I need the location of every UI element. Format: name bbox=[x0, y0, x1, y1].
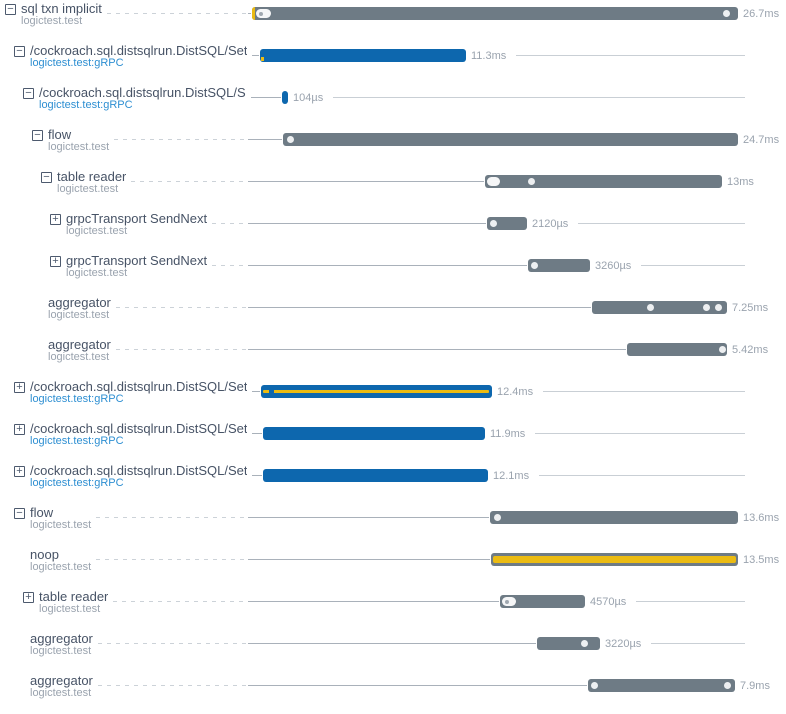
span-label bbox=[57, 170, 126, 195]
connector-line bbox=[248, 181, 484, 182]
trailing-line bbox=[641, 265, 745, 266]
span-subtitle: logictest.test bbox=[57, 183, 119, 195]
connector-line bbox=[248, 517, 489, 518]
span-title: flow bbox=[48, 128, 72, 142]
connector-line bbox=[248, 685, 587, 686]
span-subtitle: logictest.test bbox=[39, 603, 101, 615]
span-subtitle: logictest.test bbox=[66, 267, 128, 279]
trace-row[interactable] bbox=[0, 336, 786, 378]
span-title: /cockroach.sql.distsqlrun.DistSQL/Set bbox=[30, 464, 248, 478]
span-subtitle: logictest.test bbox=[48, 309, 110, 321]
span-subtitle: logictest.test:gRPC bbox=[30, 393, 124, 405]
connector-line bbox=[248, 265, 527, 266]
connector-line bbox=[248, 559, 490, 560]
collapse-icon[interactable]: − bbox=[14, 508, 25, 519]
trace-row[interactable] bbox=[0, 0, 786, 42]
span-label bbox=[66, 212, 207, 237]
span-label bbox=[21, 2, 102, 27]
trailing-line bbox=[539, 475, 745, 476]
span-bar[interactable] bbox=[252, 7, 738, 20]
expand-icon[interactable]: + bbox=[23, 592, 34, 603]
span-duration: 26.7ms bbox=[743, 8, 780, 20]
trace-row[interactable] bbox=[0, 378, 786, 420]
trailing-line bbox=[578, 223, 745, 224]
span-subtitle: logictest.test:gRPC bbox=[30, 435, 124, 447]
span-subtitle: logictest.test:gRPC bbox=[30, 477, 124, 489]
dot-marker bbox=[581, 640, 588, 647]
trace-row[interactable] bbox=[0, 630, 786, 672]
span-bar[interactable] bbox=[263, 469, 488, 482]
span-subtitle: logictest.test bbox=[48, 141, 110, 153]
connector-line bbox=[248, 13, 251, 14]
span-label bbox=[48, 128, 109, 153]
span-subtitle: logictest.test bbox=[66, 225, 128, 237]
dot-marker bbox=[724, 682, 731, 689]
pilldot-marker bbox=[502, 597, 516, 606]
span-title: /cockroach.sql.distsqlrun.DistSQL/Set bbox=[30, 380, 248, 394]
leader-line bbox=[114, 139, 248, 140]
span-subtitle: logictest.test bbox=[30, 645, 92, 657]
span-subtitle: logictest.test:gRPC bbox=[30, 57, 124, 69]
span-title: aggregator bbox=[30, 674, 93, 688]
trace-row[interactable] bbox=[0, 588, 786, 630]
span-title: grpcTransport SendNext bbox=[66, 254, 208, 268]
expand-icon[interactable]: + bbox=[50, 256, 61, 267]
span-bar[interactable] bbox=[263, 427, 485, 440]
pill-marker bbox=[487, 177, 500, 186]
trace-row[interactable] bbox=[0, 84, 786, 126]
span-title: noop bbox=[30, 548, 59, 562]
dot-marker bbox=[287, 136, 294, 143]
dot-marker bbox=[531, 262, 538, 269]
pill-dot-icon bbox=[505, 600, 509, 604]
stripedash-marker bbox=[269, 390, 274, 393]
span-bar[interactable] bbox=[261, 385, 492, 398]
span-duration: 3260µs bbox=[595, 260, 632, 272]
collapse-icon[interactable]: − bbox=[23, 88, 34, 99]
connector-line bbox=[252, 391, 260, 392]
leader-line bbox=[116, 349, 248, 350]
span-bar[interactable] bbox=[260, 49, 466, 62]
expand-icon[interactable]: + bbox=[14, 466, 25, 477]
span-bar[interactable] bbox=[487, 217, 527, 230]
span-bar[interactable] bbox=[491, 553, 738, 566]
expand-icon[interactable]: + bbox=[14, 424, 25, 435]
trailing-line bbox=[333, 97, 745, 98]
connector-line bbox=[252, 433, 262, 434]
dot-marker bbox=[490, 220, 497, 227]
trace-row[interactable] bbox=[0, 252, 786, 294]
span-label bbox=[30, 674, 93, 699]
leader-line bbox=[107, 13, 248, 14]
leader-line bbox=[212, 265, 248, 266]
dot-marker bbox=[719, 346, 726, 353]
trace-row[interactable] bbox=[0, 294, 786, 336]
span-duration: 11.3ms bbox=[471, 50, 507, 62]
connector-line bbox=[248, 349, 626, 350]
span-title: aggregator bbox=[30, 632, 93, 646]
trace-row[interactable] bbox=[0, 210, 786, 252]
dot-marker bbox=[528, 178, 535, 185]
connector-line bbox=[248, 643, 536, 644]
expand-icon[interactable]: + bbox=[50, 214, 61, 225]
span-bar[interactable] bbox=[283, 133, 738, 146]
span-title: /cockroach.sql.distsqlrun.DistSQL/Set bbox=[30, 422, 248, 436]
leader-line bbox=[131, 181, 248, 182]
span-bar[interactable] bbox=[490, 511, 738, 524]
trace-row[interactable] bbox=[0, 420, 786, 462]
trace-row[interactable] bbox=[0, 546, 786, 588]
trace-row[interactable] bbox=[0, 462, 786, 504]
span-subtitle: logictest.test:gRPC bbox=[39, 99, 133, 111]
span-duration: 104µs bbox=[293, 92, 324, 104]
connector-line bbox=[248, 307, 591, 308]
trailing-line bbox=[636, 601, 745, 602]
ytick-marker bbox=[261, 57, 264, 61]
connector-line bbox=[252, 475, 262, 476]
span-duration: 4570µs bbox=[590, 596, 627, 608]
span-bar[interactable] bbox=[485, 175, 722, 188]
span-label bbox=[48, 338, 111, 363]
span-label bbox=[30, 44, 247, 69]
span-bar[interactable] bbox=[500, 595, 585, 608]
span-duration: 13ms bbox=[727, 176, 754, 188]
span-duration: 5.42ms bbox=[732, 344, 769, 356]
span-bar[interactable] bbox=[282, 91, 288, 104]
span-title: table reader bbox=[57, 170, 127, 184]
span-title: aggregator bbox=[48, 296, 111, 310]
span-label bbox=[30, 464, 247, 489]
span-title: /cockroach.sql.distsqlrun.DistSQL/S bbox=[39, 86, 246, 100]
connector-line bbox=[248, 139, 282, 140]
edge-marker bbox=[252, 7, 255, 20]
span-duration: 24.7ms bbox=[743, 134, 780, 146]
leader-line bbox=[96, 517, 248, 518]
leader-line bbox=[98, 685, 248, 686]
expand-icon[interactable]: + bbox=[14, 382, 25, 393]
span-subtitle: logictest.test bbox=[21, 15, 83, 27]
span-duration: 7.9ms bbox=[740, 680, 770, 692]
span-subtitle: logictest.test bbox=[30, 519, 92, 531]
span-title: flow bbox=[30, 506, 54, 520]
span-title: table reader bbox=[39, 590, 109, 604]
trailing-line bbox=[535, 433, 745, 434]
trace-row[interactable] bbox=[0, 672, 786, 714]
collapse-icon[interactable]: − bbox=[14, 46, 25, 57]
span-bar[interactable] bbox=[588, 679, 735, 692]
span-subtitle: logictest.test bbox=[48, 351, 110, 363]
span-label bbox=[30, 422, 247, 447]
pill-dot-icon bbox=[259, 12, 263, 16]
span-label bbox=[30, 548, 91, 573]
span-duration: 11.9ms bbox=[490, 428, 526, 440]
pilldot-marker bbox=[256, 9, 271, 18]
collapse-icon[interactable]: − bbox=[41, 172, 52, 183]
trailing-line bbox=[516, 55, 745, 56]
trace-row[interactable] bbox=[0, 504, 786, 546]
span-label bbox=[30, 506, 91, 531]
dot-marker bbox=[703, 304, 710, 311]
span-bar[interactable] bbox=[537, 637, 600, 650]
collapse-icon[interactable]: − bbox=[32, 130, 43, 141]
span-title: grpcTransport SendNext bbox=[66, 212, 208, 226]
dot-marker bbox=[723, 10, 730, 17]
span-duration: 12.4ms bbox=[497, 386, 534, 398]
trailing-line bbox=[651, 643, 745, 644]
dot-marker bbox=[647, 304, 654, 311]
leader-line bbox=[116, 307, 248, 308]
span-label bbox=[48, 296, 111, 321]
trace-row[interactable] bbox=[0, 42, 786, 84]
trace-row[interactable] bbox=[0, 126, 786, 168]
trailing-line bbox=[543, 391, 745, 392]
span-bar[interactable] bbox=[627, 343, 727, 356]
span-title: sql txn implicit bbox=[21, 2, 102, 16]
span-label bbox=[66, 254, 207, 279]
leader-line bbox=[98, 643, 248, 644]
leader-line bbox=[212, 223, 248, 224]
span-subtitle: logictest.test bbox=[30, 561, 92, 573]
connector-line bbox=[251, 97, 281, 98]
span-label bbox=[30, 380, 247, 405]
span-title: aggregator bbox=[48, 338, 111, 352]
span-duration: 3220µs bbox=[605, 638, 642, 650]
span-bar[interactable] bbox=[592, 301, 727, 314]
span-duration: 7.25ms bbox=[732, 302, 769, 314]
span-bar[interactable] bbox=[528, 259, 590, 272]
leader-line bbox=[96, 559, 248, 560]
span-label bbox=[39, 86, 246, 111]
trace-row[interactable] bbox=[0, 168, 786, 210]
connector-line bbox=[248, 601, 499, 602]
dot-marker bbox=[715, 304, 722, 311]
leader-line bbox=[113, 601, 248, 602]
span-duration: 13.6ms bbox=[743, 512, 780, 524]
span-duration: 2120µs bbox=[532, 218, 569, 230]
span-duration: 12.1ms bbox=[493, 470, 530, 482]
dot-marker bbox=[591, 682, 598, 689]
span-label bbox=[30, 632, 93, 657]
span-title: /cockroach.sql.distsqlrun.DistSQL/Set bbox=[30, 44, 248, 58]
dot-marker bbox=[494, 514, 501, 521]
span-subtitle: logictest.test bbox=[30, 687, 92, 699]
connector-line bbox=[248, 223, 486, 224]
span-label bbox=[39, 590, 108, 615]
span-duration: 13.5ms bbox=[743, 554, 780, 566]
collapse-icon[interactable]: − bbox=[5, 4, 16, 15]
connector-line bbox=[252, 55, 259, 56]
